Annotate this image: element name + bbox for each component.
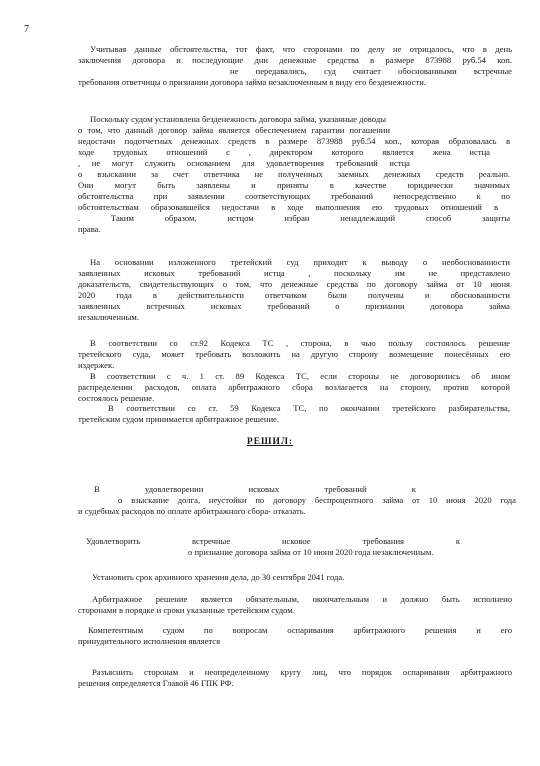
text-line: Поскольку судом установлена безденежность договора займа, указанные доводы <box>90 114 386 124</box>
text-line: заявленных исковых требований истца , поскольку им не представлено <box>78 268 510 278</box>
decision-heading: РЕШИЛ: <box>246 437 294 447</box>
text-line: о взыскание долга, неустойки по договору беспроцентного займа от 10 июня 2020 года <box>118 495 516 505</box>
text-line: В соответствии с ч. 1 ст. 89 Кодекса ТС, если стороны не договорились об ином <box>90 371 510 381</box>
resolution-explanation <box>78 667 512 689</box>
text-line: о признание договора займа от 10 июня 2020 года незаключенным. <box>188 547 434 557</box>
text-line: , не могут служить основанием для удовлетворения требований истца <box>78 158 410 168</box>
text-line: Удовлетворить встречные исковое требования к <box>86 536 460 546</box>
text-line: издержек. <box>78 360 115 370</box>
text-line: обстоятельствам образовавшейся недостачи в ходе выполнения ею трудовых отношений в <box>78 202 498 212</box>
text-line: принудительного исполнения является <box>78 636 221 646</box>
text-line: о взыскании за счет ответчика не полученных заемных денежных средств реально. <box>78 169 510 179</box>
text-line: недостачи подотчетных денежных средств в размере 873988 руб.54 коп., которая образовалась в <box>78 136 510 146</box>
paragraph-findings <box>78 114 510 235</box>
text-line: Установить срок архивного хранения дела, до 30 сентября 2041 года. <box>92 572 345 582</box>
text-line: о том, что данный договор займа является обеспечением гарантии погашении <box>78 125 390 135</box>
text-line: доказательств, свидетельствующих о том, что денежные средства по договору займа от 10 июня <box>78 279 510 289</box>
paragraph-art-92 <box>78 338 510 371</box>
text-line: заявленных встречных исковых требований о признании договора займа <box>78 301 510 311</box>
paragraph-conclusion <box>78 257 510 323</box>
text-line: распределении расходов, оплата арбитражного сбора возлагается на сторону, против которой <box>78 382 510 392</box>
text-line: . Таким образом, истцом избран ненадлежащий способ защиты <box>78 213 510 223</box>
text-line: заключения договора и последующие дни денежные средства в размере 873988 руб.54 коп. <box>78 55 512 65</box>
resolution-counterclaim <box>86 536 510 558</box>
text-line: Они могут быть заявлены и приняты в качестве юридически значимых <box>78 180 510 190</box>
paragraph-facts <box>78 44 512 88</box>
resolution-archive <box>92 572 510 583</box>
resolution-binding <box>78 594 512 616</box>
text-line: незаключенным. <box>78 312 139 322</box>
text-line: ходе трудовых отношений с , директором которого является жена истца <box>78 147 490 157</box>
text-line: третейским судом принимается арбитражное решение. <box>78 414 280 424</box>
text-line: и судебных расходов по оплате арбитражного сбора- отказать. <box>78 506 306 516</box>
text-line: права. <box>78 224 101 234</box>
text-line: В удовлетворении исковых требований к <box>94 484 416 494</box>
text-line: На основании изложенного третейский суд приходит к выводу о необоснованности <box>90 257 510 267</box>
paragraph-art-59 <box>78 403 510 425</box>
page-number: 7 <box>24 24 29 35</box>
text-line: Компетентным судом по вопросам оспаривания арбитражного решения и его <box>88 625 512 635</box>
resolution-competent-court <box>78 625 512 647</box>
text-line: 2020 года в действительности ответчиком были получены и обоснованности <box>78 290 510 300</box>
text-line: сторонами в порядке и сроки указанные третейским судом. <box>78 605 295 615</box>
text-line: состоялось решение. <box>78 393 155 403</box>
text-line: обстоятельства при заявлении соответствующих требований непосредственно к по <box>78 191 510 201</box>
text-line: требования ответчицы о признании договора займа незаключенным в виду его безденежности. <box>78 77 426 87</box>
paragraph-art-89 <box>78 371 510 404</box>
text-line: В соответствии со ст. 59 Кодекса ТС, по окончании третейского разбирательства, <box>108 403 510 413</box>
text-line: не передавались, суд считает обоснованными встречные <box>230 66 512 76</box>
text-line: Разъяснить сторонам и неопределенному кругу лиц, что порядок оспаривания арбитражного <box>92 667 512 677</box>
text-line: Арбитражное решение является обязательным, окончательным и должно быть исполнено <box>92 594 512 604</box>
text-line: В соответствии со ст.92 Кодекса ТС , сторона, в чью пользу состоялось решение <box>90 338 510 348</box>
text-line: Учитывая данные обстоятельства, тот факт, что сторонами по делу не отрицалось, что в день <box>90 44 512 54</box>
text-line: третейского суда, может требовать возложить на другую сторону возмещение понесённых ею <box>78 349 510 359</box>
resolution-refusal <box>78 484 516 517</box>
text-line: решения определяется Главой 46 ГПК РФ. <box>78 678 234 688</box>
